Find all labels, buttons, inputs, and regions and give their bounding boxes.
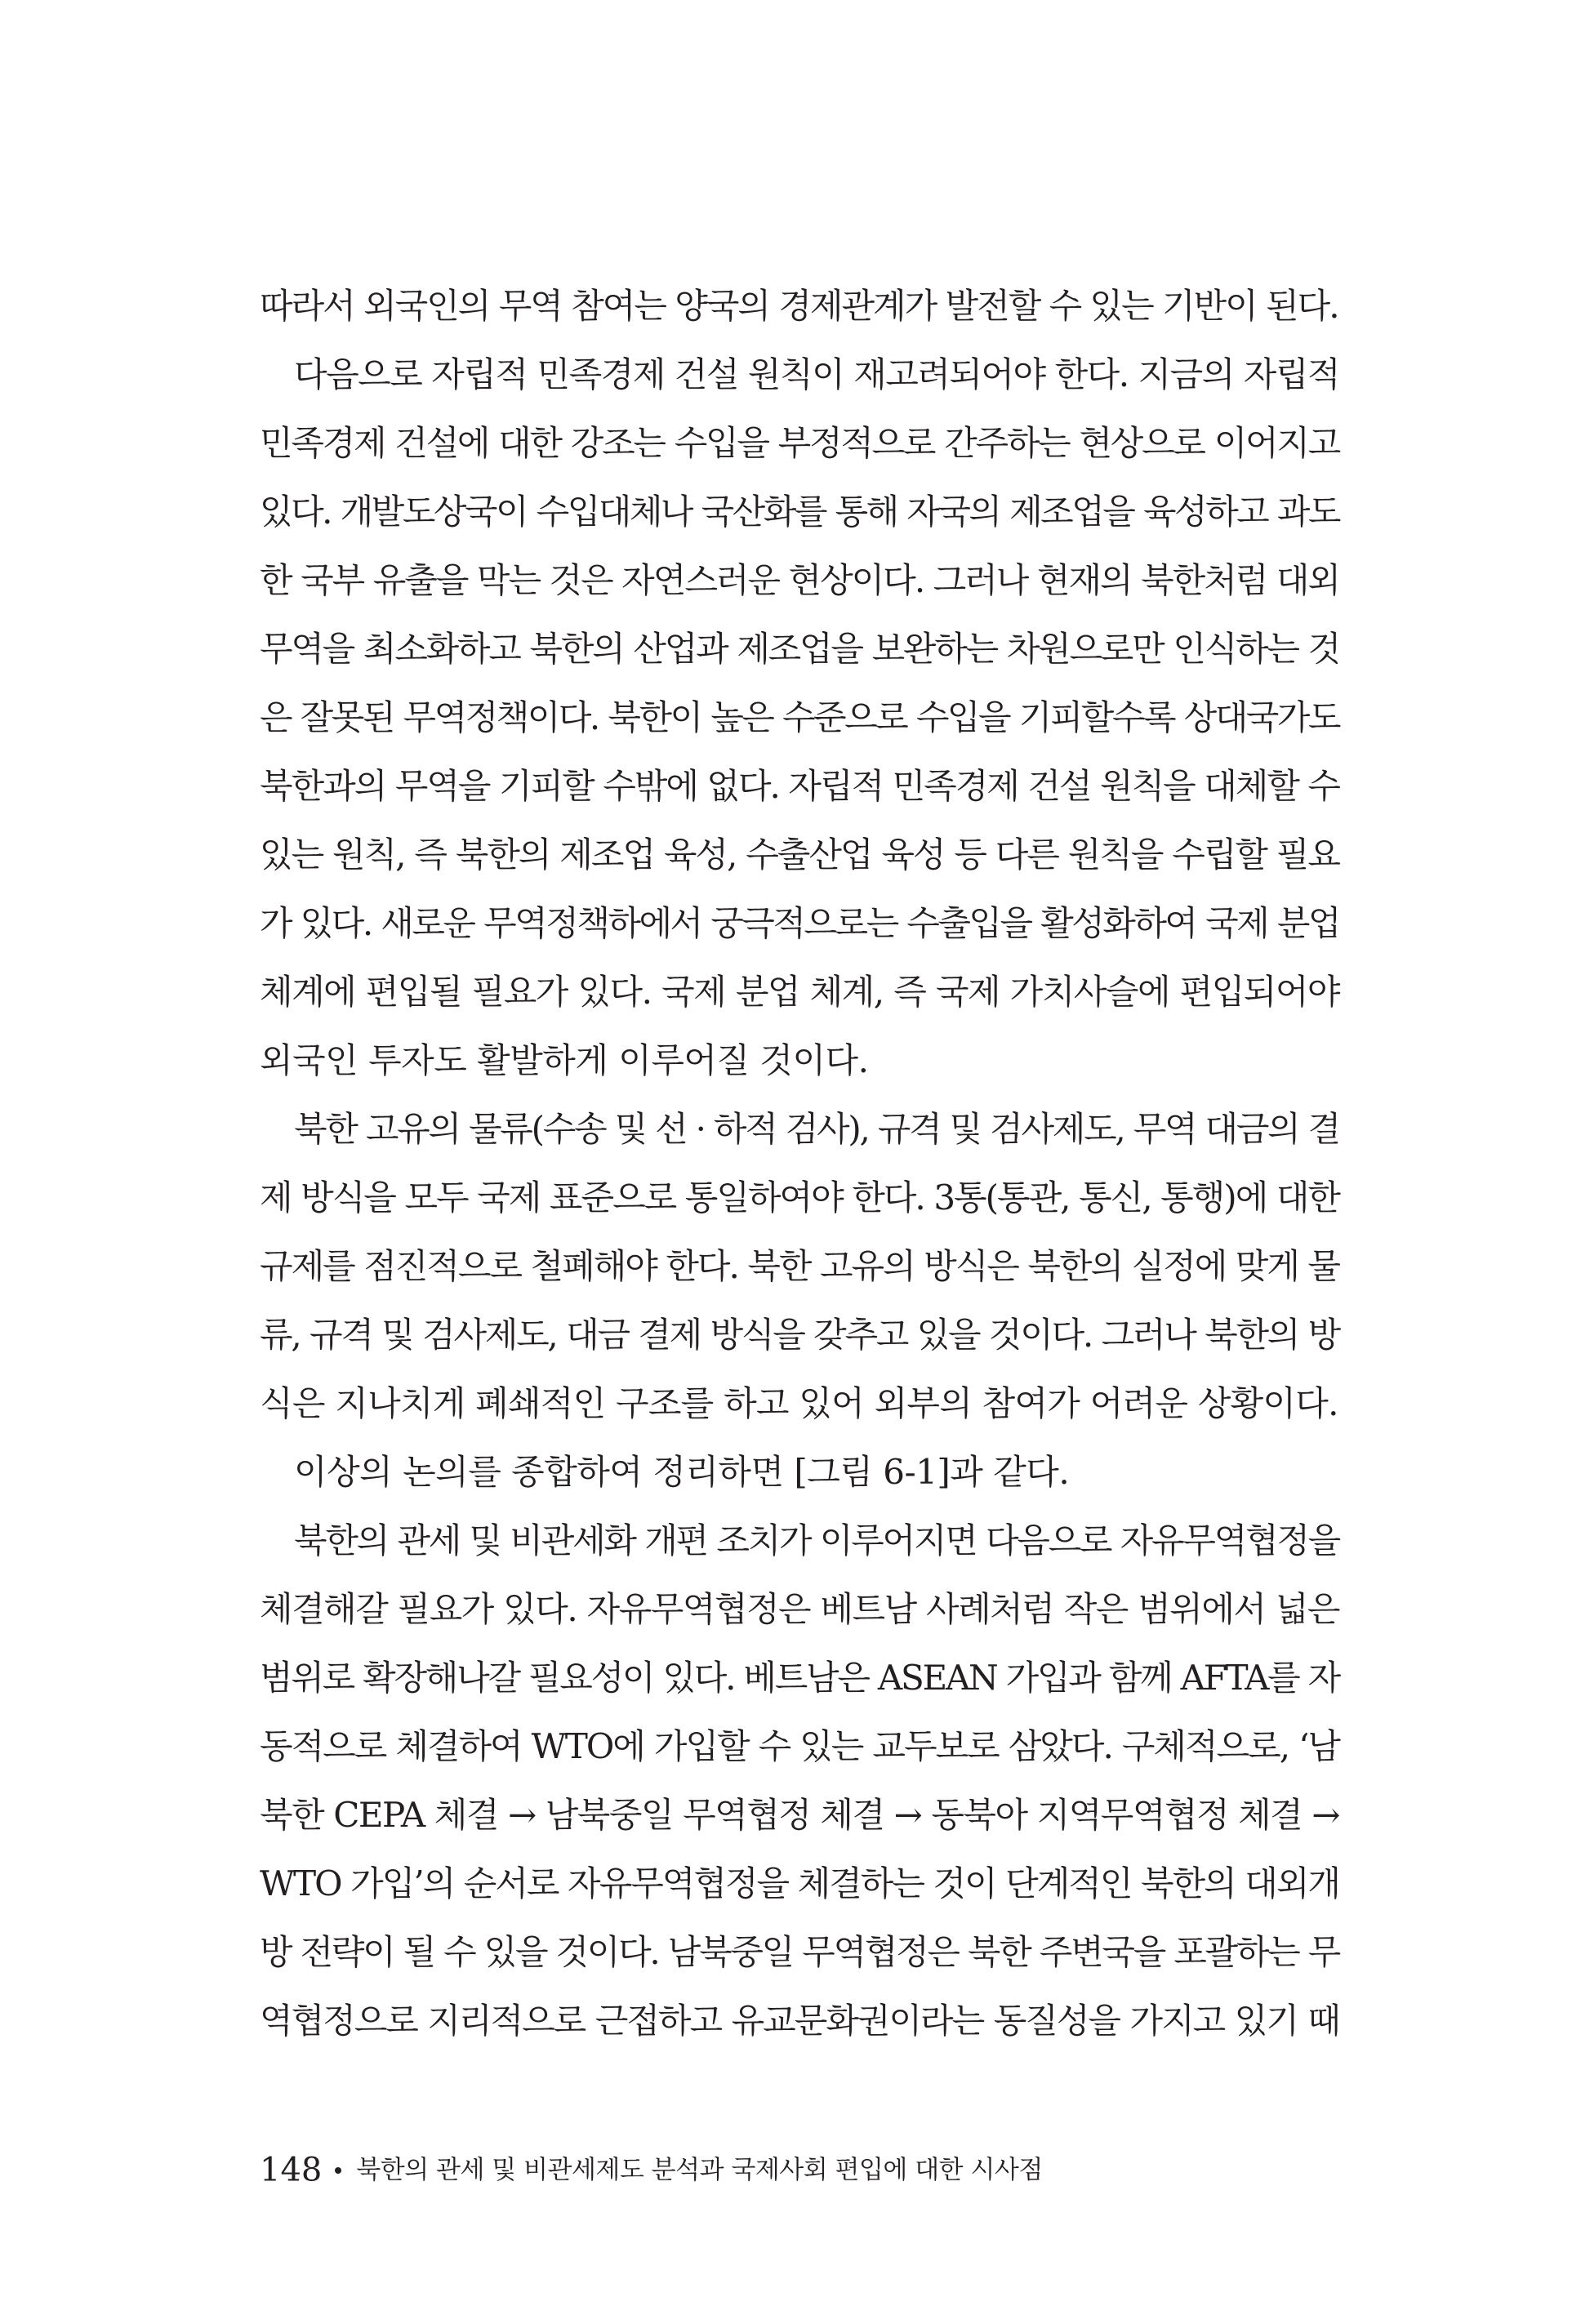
text-line: WTO 가입’의 순서로 자유무역협정을 체결하는 것이 단계적인 북한의 대외개	[260, 1863, 1339, 1903]
running-title: 북한의 관세 및 비관세제도 분석과 국제사회 편입에 대한 시사점	[356, 2155, 1043, 2185]
text-line: 체결해갈 필요가 있다. 자유무역협정은 베트남 사례처럼 작은 범위에서 넓은	[260, 1589, 1339, 1629]
text-line: 한 국부 유출을 막는 것은 자연스러운 현상이다. 그러나 현재의 북한처럼 대외	[260, 560, 1339, 600]
text-line: 민족경제 건설에 대한 강조는 수입을 부정적으로 간주하는 현상으로 이어지고	[260, 423, 1339, 463]
text-line: 북한의 관세 및 비관세화 개편 조치가 이루어지면 다음으로 자유무역협정을	[294, 1520, 1339, 1560]
text-line: 있다. 개발도상국이 수입대체나 국산화를 통해 자국의 제조업을 육성하고 과도	[260, 492, 1339, 532]
text-line: 역협정으로 지리적으로 근접하고 유교문화권이라는 동질성을 가지고 있기 때	[260, 2001, 1339, 2041]
text-line: 범위로 확장해나갈 필요성이 있다. 베트남은 ASEAN 가입과 함께 AFTA를 자	[260, 1658, 1339, 1698]
page-number: 148	[260, 2151, 323, 2189]
page-footer	[260, 2149, 1043, 2190]
text-line: 식은 지나치게 폐쇄적인 구조를 하고 있어 외부의 참여가 어려운 상황이다.	[260, 1383, 1338, 1423]
paragraph	[260, 272, 1339, 341]
text-line: 외국인 투자도 활발하게 이루어질 것이다.	[260, 1040, 869, 1080]
paragraph	[260, 341, 1339, 1095]
paragraph	[260, 1507, 1339, 2055]
text-line: 이상의 논의를 종합하여 정리하면 [그림 6-1]과 같다.	[294, 1452, 1070, 1492]
text-line: 체계에 편입될 필요가 있다. 국제 분업 체계, 즉 국제 가치사슬에 편입되어야	[260, 972, 1339, 1012]
text-line: 은 잘못된 무역정책이다. 북한이 높은 수준으로 수입을 기피할수록 상대국가도	[260, 697, 1339, 737]
text-line: 북한과의 무역을 기피할 수밖에 없다. 자립적 민족경제 건설 원칙을 대체할 수	[260, 766, 1339, 806]
text-line: 북한 CEPA 체결 → 남북중일 무역협정 체결 → 동북아 지역무역협정 체결 →	[260, 1795, 1339, 1835]
text-line: 방 전략이 될 수 있을 것이다. 남북중일 무역협정은 북한 주변국을 포괄하는 무	[260, 1932, 1339, 1972]
text-line: 류, 규격 및 검사제도, 대금 결제 방식을 갖추고 있을 것이다. 그러나 북한의 방	[260, 1315, 1339, 1355]
text-line: 다음으로 자립적 민족경제 건설 원칙이 재고려되어야 한다. 지금의 자립적	[294, 354, 1339, 394]
text-line: 동적으로 체결하여 WTO에 가입할 수 있는 교두보로 삼았다. 구체적으로, ‘남	[260, 1726, 1339, 1766]
text-line: 있는 원칙, 즉 북한의 제조업 육성, 수출산업 육성 등 다른 원칙을 수립할 필요	[260, 835, 1339, 875]
text-line: 무역을 최소화하고 북한의 산업과 제조업을 보완하는 차원으로만 인식하는 것	[260, 629, 1339, 669]
text-line: 제 방식을 모두 국제 표준으로 통일하여야 한다. 3통(통관, 통신, 통행)에 대한	[260, 1178, 1339, 1218]
text-line: 따라서 외국인의 무역 참여는 양국의 경제관계가 발전할 수 있는 기반이 된다.	[260, 286, 1338, 326]
bullet-separator	[335, 2167, 341, 2174]
page-body	[260, 272, 1339, 2055]
text-line: 북한 고유의 물류(수송 및 선 · 하적 검사), 규격 및 검사제도, 무역 대금의 결	[294, 1109, 1339, 1149]
paragraph	[260, 1095, 1339, 1438]
paragraph	[260, 1438, 1339, 1507]
text-line: 가 있다. 새로운 무역정책하에서 궁극적으로는 수출입을 활성화하여 국제 분업	[260, 903, 1339, 943]
text-line: 규제를 점진적으로 철폐해야 한다. 북한 고유의 방식은 북한의 실정에 맞게 물	[260, 1246, 1339, 1286]
